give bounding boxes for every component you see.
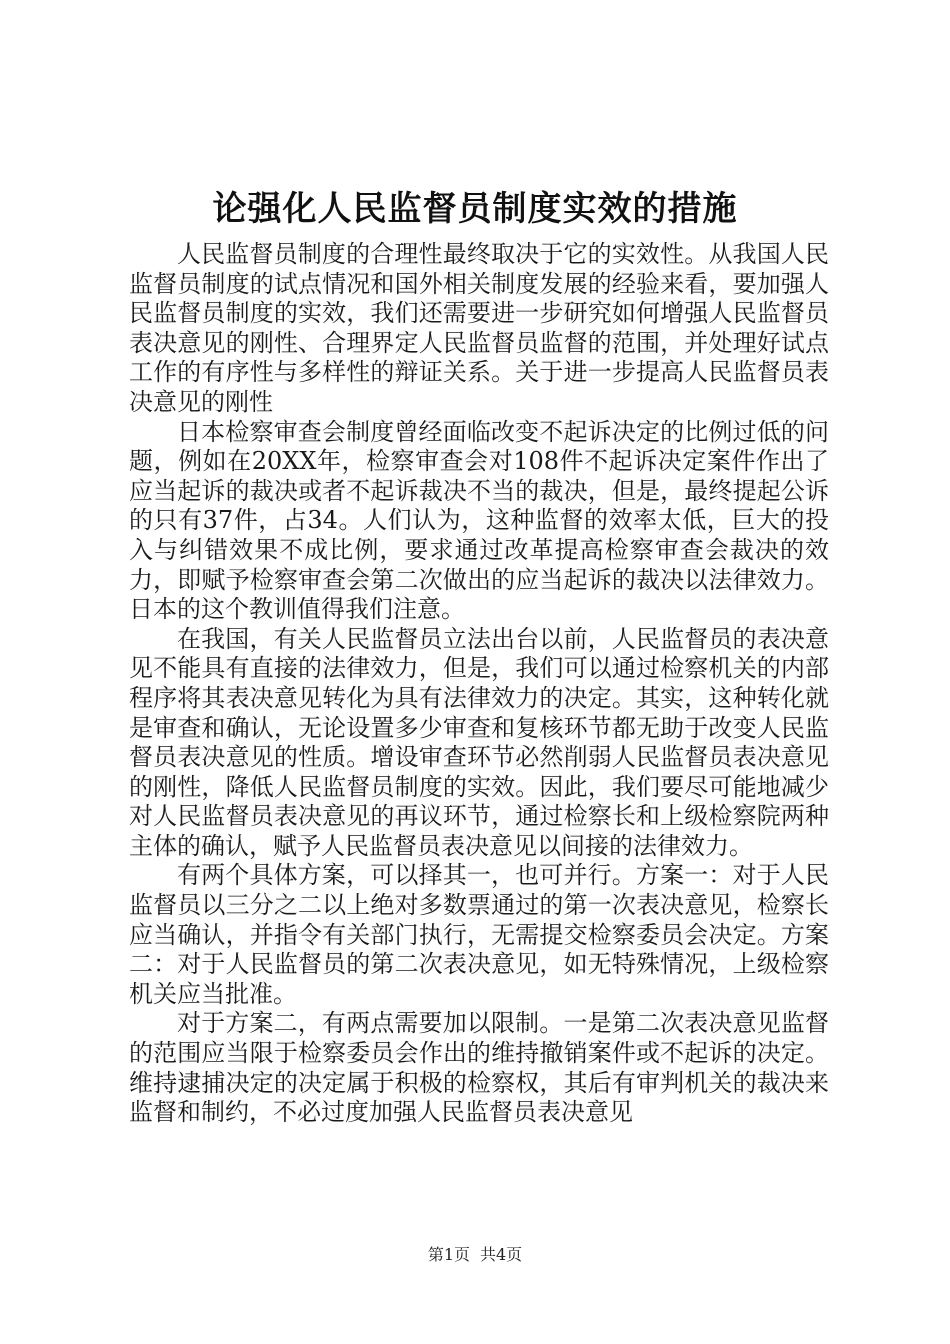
document-title: 论强化人民监督员制度实效的措施 [212, 189, 738, 229]
paragraph-5: 对于方案二，有两点需要加以限制。一是第二次表决意见监督的范围应当限于检察委员会作出的维持撤销案件或不起诉的决定。维持逮捕决定的决定属于积极的检察权，其后有审判机关的裁决来监督和制约，不必过度加强人民监督员表决意见 [129, 1009, 829, 1127]
document-body [129, 240, 829, 1128]
page-total: 共4页 [480, 1245, 523, 1264]
paragraph-3: 在我国，有关人民监督员立法出台以前，人民监督员的表决意见不能具有直接的法律效力，但是，我们可以通过检察机关的内部程序将其表决意见转化为具有法律效力的决定。其实，这种转化就是审查和确认，无论设置多少审查和复核环节都无助于改变人民监督员表决意见的性质。增设审查环节必然削弱人民监督员表决意见的刚性，降低人民监督员制度的实效。因此，我们要尽可能地减少对人民监督员表决意见的再议环节，通过检察长和上级检察院两种主体的确认，赋予人民监督员表决意见以间接的法律效力。 [129, 624, 829, 860]
paragraph-4: 有两个具体方案，可以择其一，也可并行。方案一：对于人民监督员以三分之二以上绝对多数票通过的第一次表决意见，检察长应当确认，并指令有关部门执行，无需提交检察委员会决定。方案二：对于人民监督员的第二次表决意见，如无特殊情况，上级检察机关应当批准。 [129, 861, 829, 1008]
page-footer [0, 1244, 950, 1266]
page-number: 第1页 [427, 1245, 470, 1264]
paragraph-1: 人民监督员制度的合理性最终取决于它的实效性。从我国人民监督员制度的试点情况和国外相关制度发展的经验来看，要加强人民监督员制度的实效，我们还需要进一步研究如何增强人民监督员表决意见的刚性、合理界定人民监督员监督的范围，并处理好试点工作的有序性与多样性的辩证关系。关于进一步提高人民监督员表决意见的刚性 [129, 240, 829, 416]
paragraph-2: 日本检察审查会制度曾经面临改变不起诉决定的比例过低的问题，例如在20XX年，检察审查会对108件不起诉决定案件作出了应当起诉的裁决或者不起诉裁决不当的裁决，但是，最终提起公诉的只有37件，占34。人们认为，这种监督的效率太低，巨大的投入与纠错效果不成比例，要求通过改革提高检察审查会裁决的效力，即赋予检察审查会第二次做出的应当起诉的裁决以法律效力。日本的这个教训值得我们注意。 [129, 417, 829, 624]
